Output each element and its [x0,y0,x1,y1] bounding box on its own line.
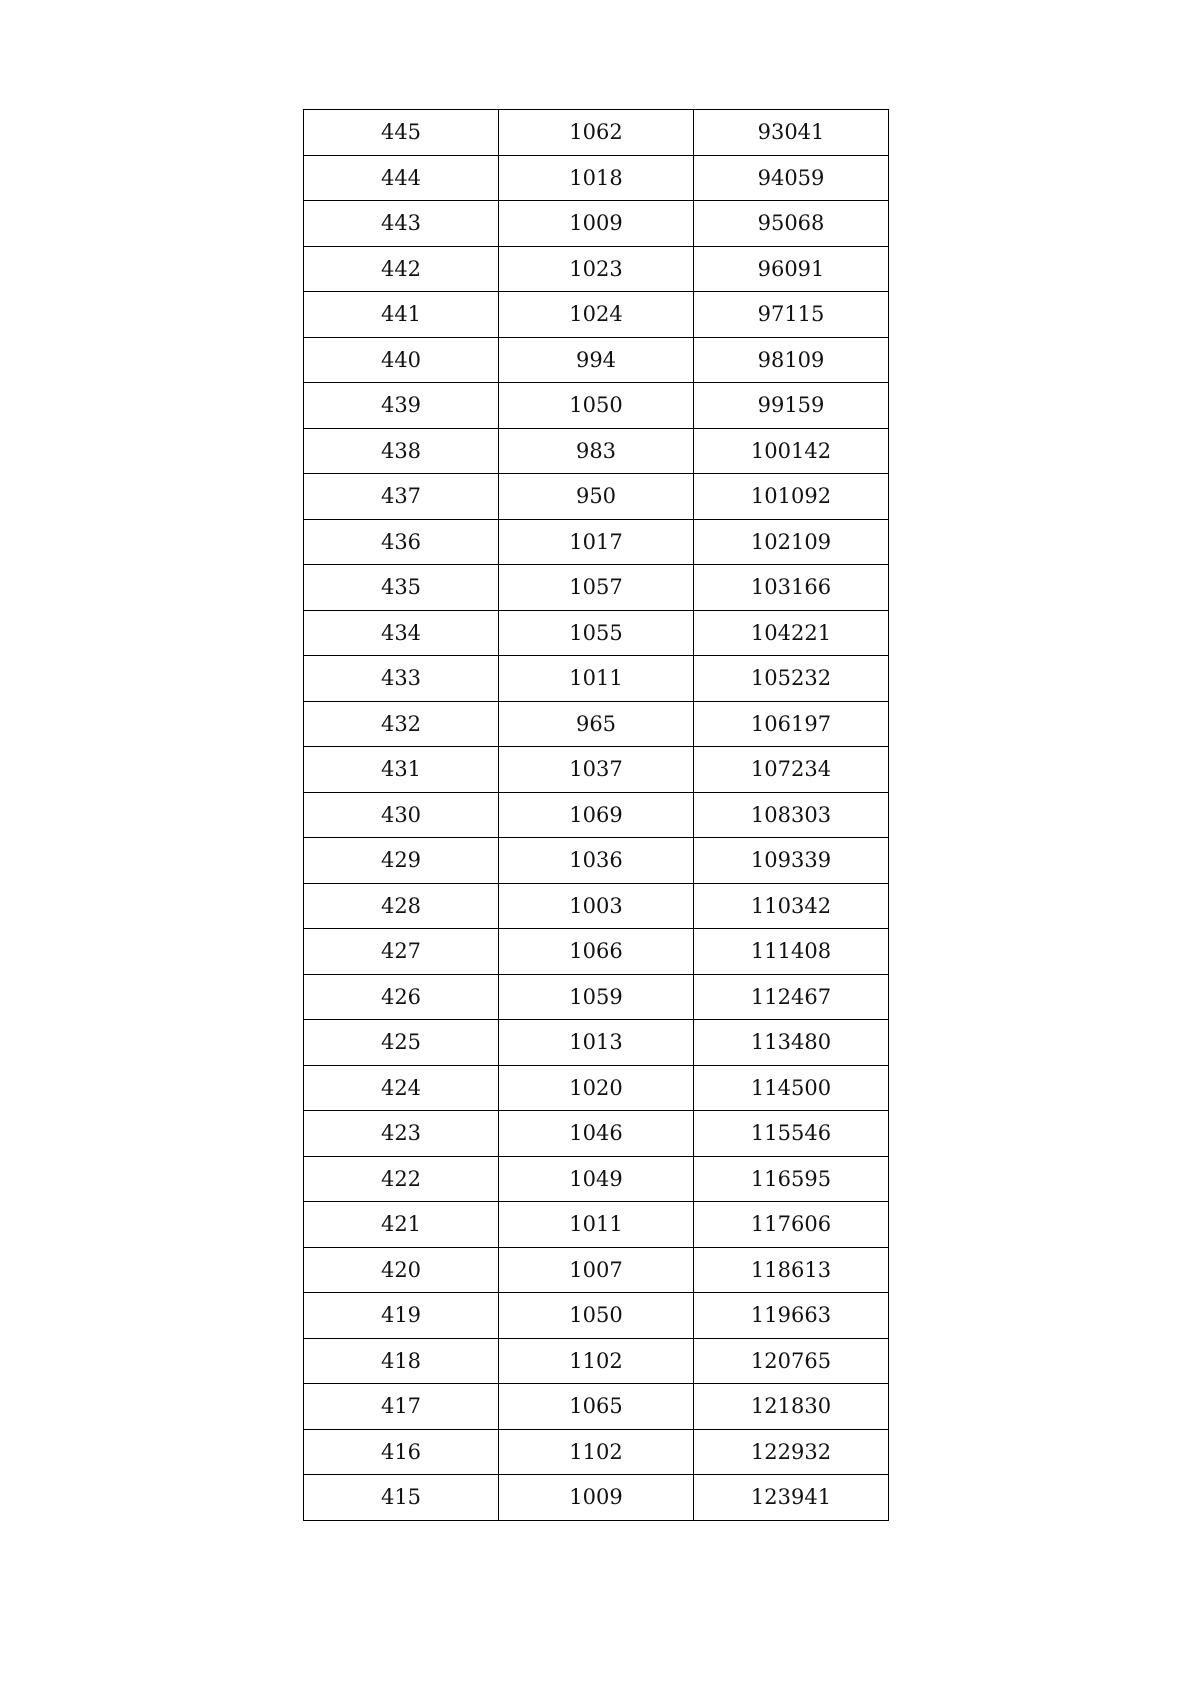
table-cell-col1: 439 [304,383,499,429]
table-cell-col1: 444 [304,155,499,201]
table-cell-col1: 426 [304,974,499,1020]
table-cell-col2: 1020 [499,1065,694,1111]
table-cell-col2: 1055 [499,610,694,656]
table-row [304,1247,889,1293]
table-row [304,474,889,520]
table-cell-col2: 1066 [499,929,694,975]
table-cell-col3: 112467 [694,974,889,1020]
table-cell-col2: 1011 [499,656,694,702]
table-row [304,1429,889,1475]
table-row [304,656,889,702]
table-cell-col1: 415 [304,1475,499,1521]
table-row [304,1156,889,1202]
table-cell-col1: 431 [304,747,499,793]
table-row [304,701,889,747]
table-cell-col1: 430 [304,792,499,838]
table-row [304,1202,889,1248]
table-cell-col1: 419 [304,1293,499,1339]
table-cell-col2: 1057 [499,565,694,611]
table-cell-col1: 422 [304,1156,499,1202]
table-cell-col2: 965 [499,701,694,747]
table-cell-col3: 107234 [694,747,889,793]
table-row [304,1475,889,1521]
table-cell-col1: 427 [304,929,499,975]
table-row [304,883,889,929]
table-cell-col2: 1102 [499,1338,694,1384]
table-row [304,1065,889,1111]
table-cell-col3: 99159 [694,383,889,429]
table-cell-col2: 1050 [499,383,694,429]
table-cell-col1: 438 [304,428,499,474]
table-cell-col3: 108303 [694,792,889,838]
table-row [304,838,889,884]
data-table [303,109,889,1521]
table-cell-col2: 950 [499,474,694,520]
table-row [304,929,889,975]
table-cell-col3: 117606 [694,1202,889,1248]
table-cell-col1: 423 [304,1111,499,1157]
table-cell-col2: 1069 [499,792,694,838]
table-cell-col1: 432 [304,701,499,747]
table-cell-col1: 442 [304,246,499,292]
table-cell-col3: 111408 [694,929,889,975]
table-row [304,610,889,656]
table-cell-col2: 1013 [499,1020,694,1066]
table-row [304,1111,889,1157]
table-cell-col2: 1065 [499,1384,694,1430]
table-cell-col3: 121830 [694,1384,889,1430]
table-cell-col2: 1009 [499,201,694,247]
table-cell-col1: 420 [304,1247,499,1293]
table-row [304,337,889,383]
table-cell-col2: 1062 [499,110,694,156]
table-row [304,155,889,201]
table-cell-col2: 1049 [499,1156,694,1202]
table-cell-col3: 120765 [694,1338,889,1384]
table-row [304,565,889,611]
table-row [304,974,889,1020]
table-cell-col1: 435 [304,565,499,611]
table-row [304,428,889,474]
table-cell-col2: 1024 [499,292,694,338]
table-row [304,292,889,338]
table-cell-col3: 110342 [694,883,889,929]
table-cell-col2: 983 [499,428,694,474]
table-cell-col1: 434 [304,610,499,656]
table-cell-col2: 1059 [499,974,694,1020]
table-cell-col2: 1018 [499,155,694,201]
table-row [304,383,889,429]
table-cell-col3: 97115 [694,292,889,338]
table-cell-col3: 93041 [694,110,889,156]
table-cell-col1: 416 [304,1429,499,1475]
table-cell-col3: 122932 [694,1429,889,1475]
table-row [304,246,889,292]
table-cell-col1: 418 [304,1338,499,1384]
table-cell-col1: 437 [304,474,499,520]
table-row [304,1293,889,1339]
table-cell-col3: 101092 [694,474,889,520]
table-cell-col1: 428 [304,883,499,929]
table-cell-col1: 424 [304,1065,499,1111]
table-cell-col1: 421 [304,1202,499,1248]
table-row [304,1384,889,1430]
table-cell-col2: 1017 [499,519,694,565]
table-cell-col2: 1007 [499,1247,694,1293]
table-cell-col1: 441 [304,292,499,338]
table-row [304,792,889,838]
table-cell-col3: 114500 [694,1065,889,1111]
table-cell-col2: 1046 [499,1111,694,1157]
table-cell-col3: 118613 [694,1247,889,1293]
table-cell-col1: 445 [304,110,499,156]
table-cell-col1: 436 [304,519,499,565]
table-cell-col2: 1011 [499,1202,694,1248]
table-cell-col3: 100142 [694,428,889,474]
table-body [304,110,889,1521]
table-cell-col3: 104221 [694,610,889,656]
table-cell-col1: 417 [304,1384,499,1430]
table-cell-col2: 1009 [499,1475,694,1521]
table-cell-col3: 96091 [694,246,889,292]
table-cell-col1: 443 [304,201,499,247]
table-cell-col3: 95068 [694,201,889,247]
table-cell-col3: 115546 [694,1111,889,1157]
table-row [304,201,889,247]
table-row [304,747,889,793]
table-cell-col3: 105232 [694,656,889,702]
table-cell-col3: 116595 [694,1156,889,1202]
table-cell-col1: 425 [304,1020,499,1066]
table-row [304,110,889,156]
table-cell-col2: 1050 [499,1293,694,1339]
table-cell-col3: 103166 [694,565,889,611]
table-row [304,1338,889,1384]
table-cell-col2: 1036 [499,838,694,884]
table-row [304,1020,889,1066]
table-cell-col2: 1023 [499,246,694,292]
table-cell-col3: 109339 [694,838,889,884]
table-cell-col3: 102109 [694,519,889,565]
table-cell-col1: 440 [304,337,499,383]
table-cell-col3: 98109 [694,337,889,383]
table-cell-col3: 119663 [694,1293,889,1339]
table-cell-col2: 1102 [499,1429,694,1475]
table-cell-col2: 1037 [499,747,694,793]
table-cell-col3: 123941 [694,1475,889,1521]
table-cell-col3: 113480 [694,1020,889,1066]
table-cell-col3: 94059 [694,155,889,201]
table-cell-col2: 1003 [499,883,694,929]
table-cell-col1: 429 [304,838,499,884]
table-cell-col1: 433 [304,656,499,702]
table-row [304,519,889,565]
table-cell-col3: 106197 [694,701,889,747]
table-cell-col2: 994 [499,337,694,383]
